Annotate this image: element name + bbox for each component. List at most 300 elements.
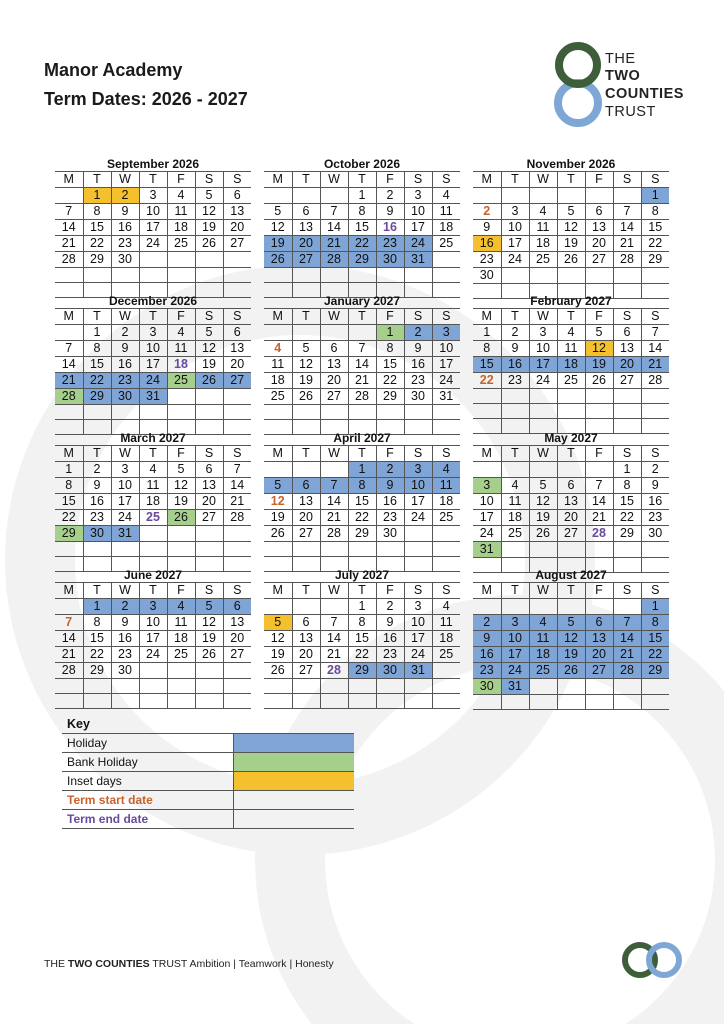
empty-cell [195, 679, 223, 694]
day-cell: 7 [320, 615, 348, 631]
empty-cell [613, 188, 641, 204]
empty-cell [167, 389, 195, 405]
day-cell: 23 [376, 510, 404, 526]
empty-cell [195, 252, 223, 268]
day-cell: 11 [167, 204, 195, 220]
day-cell: 20 [195, 494, 223, 510]
empty-cell [348, 694, 376, 709]
month-calendar [473, 294, 669, 434]
day-cell: 5 [264, 615, 292, 631]
weekday-header: M [473, 446, 501, 462]
empty-cell [292, 679, 320, 694]
day-cell: 31 [432, 389, 460, 405]
day-cell: 4 [167, 188, 195, 204]
empty-cell [83, 405, 111, 420]
day-cell: 23 [83, 510, 111, 526]
empty-cell [432, 268, 460, 283]
weekday-header: T [292, 172, 320, 188]
day-cell: 9 [376, 478, 404, 494]
day-cell: 10 [501, 631, 529, 647]
day-cell: 11 [167, 615, 195, 631]
day-cell: 24 [404, 236, 432, 252]
weekday-header: S [613, 446, 641, 462]
empty-cell [501, 599, 529, 615]
weekday-header: M [55, 583, 83, 599]
empty-cell [348, 325, 376, 341]
day-cell: 31 [111, 526, 139, 542]
day-cell: 29 [613, 526, 641, 542]
empty-cell [55, 325, 83, 341]
empty-cell [641, 404, 669, 419]
weekday-header: W [529, 309, 557, 325]
month-calendar [55, 431, 251, 572]
day-cell: 18 [432, 220, 460, 236]
day-cell: 20 [320, 373, 348, 389]
day-cell: 15 [376, 357, 404, 373]
empty-cell [83, 679, 111, 694]
day-cell: 13 [557, 494, 585, 510]
day-cell: 25 [139, 510, 167, 526]
month-calendar [55, 294, 251, 435]
empty-cell [111, 268, 139, 283]
day-cell: 6 [223, 188, 251, 204]
day-cell: 9 [404, 341, 432, 357]
empty-cell [320, 694, 348, 709]
day-cell: 29 [55, 526, 83, 542]
day-cell: 23 [111, 236, 139, 252]
logo-text-line3: COUNTIES [605, 86, 684, 102]
weekday-header: T [139, 309, 167, 325]
day-cell: 6 [223, 325, 251, 341]
empty-cell [292, 188, 320, 204]
day-cell: 26 [195, 236, 223, 252]
day-cell: 2 [83, 462, 111, 478]
day-cell: 31 [473, 542, 501, 558]
day-cell: 8 [83, 341, 111, 357]
empty-cell [585, 599, 613, 615]
day-cell: 21 [585, 510, 613, 526]
logo-text-line2: TWO [605, 68, 641, 84]
day-cell: 9 [376, 615, 404, 631]
day-cell: 29 [348, 526, 376, 542]
empty-cell [195, 268, 223, 283]
day-cell: 22 [376, 373, 404, 389]
day-cell: 11 [167, 341, 195, 357]
day-cell: 8 [348, 204, 376, 220]
day-cell: 28 [55, 252, 83, 268]
day-cell: 14 [348, 357, 376, 373]
key-row [62, 753, 354, 772]
weekday-header: S [641, 309, 669, 325]
day-cell: 23 [473, 663, 501, 679]
weekday-header: T [501, 309, 529, 325]
empty-cell [432, 252, 460, 268]
day-cell: 19 [195, 631, 223, 647]
day-cell: 17 [139, 220, 167, 236]
day-cell: 14 [585, 494, 613, 510]
day-cell: 7 [320, 478, 348, 494]
day-cell: 4 [139, 462, 167, 478]
footer-values: Ambition | Teamwork | Honesty [189, 958, 334, 970]
day-cell: 4 [529, 615, 557, 631]
footer-brand-suffix: TRUST [152, 958, 188, 970]
empty-cell [432, 694, 460, 709]
empty-cell [613, 679, 641, 695]
day-cell: 17 [404, 494, 432, 510]
weekday-header: F [585, 309, 613, 325]
day-cell: 5 [167, 462, 195, 478]
empty-cell [264, 325, 292, 341]
day-cell: 25 [432, 510, 460, 526]
day-cell: 28 [223, 510, 251, 526]
day-cell: 21 [320, 236, 348, 252]
key-swatch [233, 753, 354, 772]
empty-cell [83, 694, 111, 709]
day-cell: 30 [111, 389, 139, 405]
weekday-header: F [376, 446, 404, 462]
day-cell: 14 [55, 357, 83, 373]
day-cell: 3 [473, 478, 501, 494]
month-name: September 2026 [106, 157, 200, 171]
day-cell: 18 [167, 357, 195, 373]
weekday-header: T [348, 309, 376, 325]
day-cell: 21 [320, 510, 348, 526]
day-cell: 15 [348, 220, 376, 236]
day-cell: 14 [223, 478, 251, 494]
weekday-header: W [111, 309, 139, 325]
day-cell: 13 [223, 204, 251, 220]
day-cell: 26 [557, 252, 585, 268]
empty-cell [432, 405, 460, 420]
month-calendar [264, 568, 460, 709]
day-cell: 20 [223, 220, 251, 236]
month-table [473, 171, 669, 299]
empty-cell [111, 679, 139, 694]
weekday-header: S [223, 583, 251, 599]
day-cell: 14 [613, 631, 641, 647]
day-cell: 3 [139, 599, 167, 615]
day-cell: 26 [529, 526, 557, 542]
weekday-header: S [432, 583, 460, 599]
empty-cell [292, 325, 320, 341]
day-cell: 6 [585, 204, 613, 220]
day-cell: 27 [195, 510, 223, 526]
day-cell: 22 [83, 236, 111, 252]
month-name: November 2026 [526, 157, 616, 171]
empty-cell [111, 694, 139, 709]
empty-cell [292, 462, 320, 478]
empty-cell [529, 695, 557, 710]
day-cell: 12 [557, 631, 585, 647]
key-swatch [233, 734, 354, 753]
month-calendar [473, 157, 669, 299]
day-cell: 12 [167, 478, 195, 494]
empty-cell [55, 599, 83, 615]
month-calendar [55, 568, 251, 709]
day-cell: 7 [223, 462, 251, 478]
weekday-header: S [432, 309, 460, 325]
weekday-header: F [376, 309, 404, 325]
empty-cell [641, 389, 669, 404]
day-cell: 10 [529, 341, 557, 357]
weekday-header: M [264, 172, 292, 188]
empty-cell [557, 404, 585, 419]
day-cell: 27 [223, 236, 251, 252]
day-cell: 9 [111, 341, 139, 357]
weekday-header: T [83, 446, 111, 462]
empty-cell [264, 694, 292, 709]
day-cell: 29 [83, 663, 111, 679]
day-cell: 10 [404, 204, 432, 220]
empty-cell [320, 268, 348, 283]
day-cell: 30 [83, 526, 111, 542]
day-cell: 17 [404, 220, 432, 236]
day-cell: 8 [641, 204, 669, 220]
day-cell: 21 [55, 236, 83, 252]
day-cell: 23 [473, 252, 501, 268]
day-cell: 30 [376, 252, 404, 268]
day-cell: 17 [501, 647, 529, 663]
day-cell: 16 [111, 631, 139, 647]
empty-cell [139, 268, 167, 283]
empty-cell [139, 542, 167, 557]
day-cell: 21 [223, 494, 251, 510]
empty-cell [139, 663, 167, 679]
day-cell: 2 [111, 599, 139, 615]
month-name: March 2027 [120, 431, 186, 445]
day-cell: 24 [473, 526, 501, 542]
empty-cell [55, 542, 83, 557]
day-cell: 14 [641, 341, 669, 357]
weekday-header: T [557, 583, 585, 599]
day-cell: 15 [641, 220, 669, 236]
empty-cell [585, 695, 613, 710]
key-row [62, 810, 354, 829]
day-cell: 27 [585, 252, 613, 268]
day-cell: 11 [501, 494, 529, 510]
day-cell: 20 [292, 236, 320, 252]
key-label: Inset days [62, 772, 233, 791]
day-cell: 16 [111, 220, 139, 236]
empty-cell [585, 462, 613, 478]
key-legend [62, 715, 354, 829]
key-row [62, 791, 354, 810]
weekday-header: T [292, 446, 320, 462]
day-cell: 9 [83, 478, 111, 494]
empty-cell [223, 405, 251, 420]
weekday-header: T [501, 446, 529, 462]
day-cell: 12 [529, 494, 557, 510]
day-cell: 7 [348, 341, 376, 357]
day-cell: 24 [139, 647, 167, 663]
empty-cell [111, 542, 139, 557]
day-cell: 28 [585, 526, 613, 542]
day-cell: 4 [167, 325, 195, 341]
empty-cell [348, 679, 376, 694]
empty-cell [585, 268, 613, 284]
day-cell: 25 [557, 373, 585, 389]
day-cell: 9 [501, 341, 529, 357]
empty-cell [167, 526, 195, 542]
day-cell: 13 [195, 478, 223, 494]
day-cell: 2 [376, 188, 404, 204]
empty-cell [320, 188, 348, 204]
empty-cell [292, 542, 320, 557]
month-name: June 2027 [123, 568, 183, 582]
day-cell: 3 [501, 204, 529, 220]
day-cell: 16 [376, 631, 404, 647]
day-cell: 16 [473, 647, 501, 663]
weekday-header: S [223, 172, 251, 188]
day-cell: 25 [167, 373, 195, 389]
empty-cell [376, 268, 404, 283]
empty-cell [320, 462, 348, 478]
empty-cell [432, 663, 460, 679]
weekday-header: M [55, 172, 83, 188]
weekday-header: T [557, 309, 585, 325]
day-cell: 10 [501, 220, 529, 236]
day-cell: 27 [613, 373, 641, 389]
day-cell: 13 [223, 341, 251, 357]
day-cell: 6 [613, 325, 641, 341]
weekday-header: S [195, 309, 223, 325]
day-cell: 1 [55, 462, 83, 478]
day-cell: 24 [111, 510, 139, 526]
weekday-header: W [111, 583, 139, 599]
day-cell: 12 [195, 204, 223, 220]
day-cell: 10 [139, 204, 167, 220]
day-cell: 22 [348, 510, 376, 526]
empty-cell [320, 599, 348, 615]
day-cell: 1 [83, 325, 111, 341]
day-cell: 18 [264, 373, 292, 389]
empty-cell [529, 542, 557, 558]
month-name: April 2027 [333, 431, 391, 445]
day-cell: 26 [195, 373, 223, 389]
day-cell: 12 [195, 341, 223, 357]
empty-cell [167, 542, 195, 557]
day-cell: 8 [473, 341, 501, 357]
weekday-header: T [501, 583, 529, 599]
page-title: Term Dates: 2026 - 2027 [44, 89, 248, 109]
day-cell: 4 [557, 325, 585, 341]
weekday-header: W [320, 583, 348, 599]
day-cell: 8 [613, 478, 641, 494]
empty-cell [195, 405, 223, 420]
day-cell: 9 [473, 220, 501, 236]
day-cell: 19 [292, 373, 320, 389]
day-cell: 16 [83, 494, 111, 510]
day-cell: 18 [529, 647, 557, 663]
empty-cell [223, 252, 251, 268]
weekday-header: S [223, 309, 251, 325]
day-cell: 28 [55, 389, 83, 405]
day-cell: 6 [292, 478, 320, 494]
day-cell: 15 [641, 631, 669, 647]
day-cell: 11 [432, 615, 460, 631]
weekday-header: F [167, 172, 195, 188]
day-cell: 28 [320, 252, 348, 268]
empty-cell [529, 599, 557, 615]
day-cell: 1 [83, 188, 111, 204]
day-cell: 31 [404, 663, 432, 679]
empty-cell [320, 542, 348, 557]
empty-cell [473, 404, 501, 419]
weekday-header: T [557, 446, 585, 462]
empty-cell [264, 268, 292, 283]
key-title: Key [67, 717, 90, 731]
empty-cell [501, 404, 529, 419]
day-cell: 7 [320, 204, 348, 220]
day-cell: 24 [139, 373, 167, 389]
empty-cell [167, 405, 195, 420]
day-cell: 24 [501, 252, 529, 268]
day-cell: 5 [195, 188, 223, 204]
empty-cell [613, 542, 641, 558]
day-cell: 19 [529, 510, 557, 526]
day-cell: 4 [432, 462, 460, 478]
empty-cell [167, 694, 195, 709]
day-cell: 30 [404, 389, 432, 405]
day-cell: 1 [348, 462, 376, 478]
footer [44, 958, 334, 970]
empty-cell [348, 268, 376, 283]
day-cell: 30 [473, 268, 501, 284]
weekday-header: F [167, 583, 195, 599]
empty-cell [529, 268, 557, 284]
day-cell: 16 [473, 236, 501, 252]
empty-cell [139, 405, 167, 420]
day-cell: 25 [167, 647, 195, 663]
day-cell: 13 [223, 615, 251, 631]
day-cell: 5 [292, 341, 320, 357]
weekday-header: T [501, 172, 529, 188]
day-cell: 19 [585, 357, 613, 373]
weekday-header: S [195, 172, 223, 188]
empty-cell [557, 389, 585, 404]
month-table [264, 171, 460, 298]
empty-cell [557, 599, 585, 615]
day-cell: 30 [376, 526, 404, 542]
empty-cell [83, 542, 111, 557]
day-cell: 18 [501, 510, 529, 526]
day-cell: 25 [529, 252, 557, 268]
day-cell: 18 [432, 631, 460, 647]
empty-cell [348, 542, 376, 557]
empty-cell [223, 389, 251, 405]
day-cell: 15 [473, 357, 501, 373]
day-cell: 19 [264, 510, 292, 526]
day-cell: 5 [529, 478, 557, 494]
empty-cell [404, 679, 432, 694]
month-calendar [55, 157, 251, 298]
empty-cell [223, 694, 251, 709]
day-cell: 3 [139, 188, 167, 204]
day-cell: 17 [139, 357, 167, 373]
day-cell: 15 [348, 631, 376, 647]
day-cell: 7 [641, 325, 669, 341]
day-cell: 24 [404, 510, 432, 526]
day-cell: 18 [167, 220, 195, 236]
empty-cell [501, 462, 529, 478]
empty-cell [613, 404, 641, 419]
weekday-header: M [473, 172, 501, 188]
weekday-header: F [167, 309, 195, 325]
empty-cell [292, 694, 320, 709]
logo-text-line1: THE [605, 51, 636, 67]
day-cell: 6 [292, 204, 320, 220]
day-cell: 20 [557, 510, 585, 526]
